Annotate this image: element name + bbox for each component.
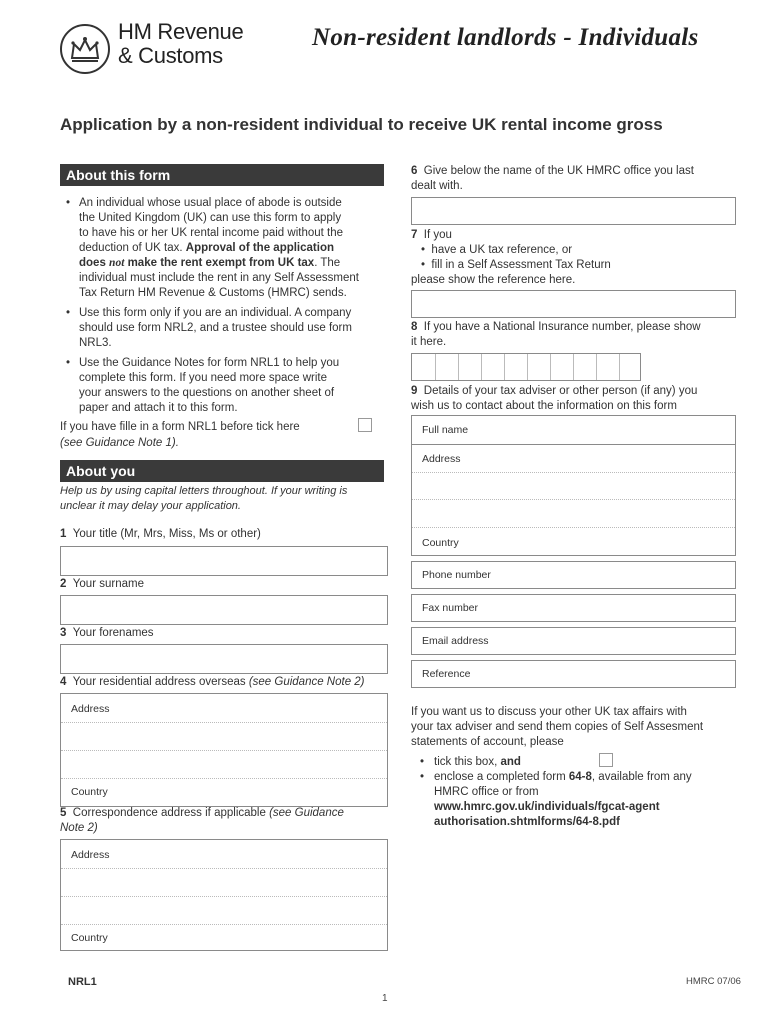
bullet-item-2	[66, 306, 386, 351]
previous-nrl1-label: If you have fille in a form NRL1 before tick here	[60, 421, 300, 433]
tick-box-item	[420, 755, 750, 770]
q6-text: dealt with.	[411, 180, 463, 192]
discuss-line: statements of account, please	[411, 736, 564, 748]
country-label: Country	[422, 537, 459, 549]
q2-text: Your surname	[72, 578, 144, 590]
ni-cell-divider	[504, 354, 505, 380]
q9-number: 9	[411, 385, 418, 397]
q7-text: please show the reference here.	[411, 274, 576, 286]
adviser-full-name-input[interactable]	[411, 415, 736, 445]
forenames-input[interactable]	[60, 644, 388, 674]
bullet3-line: Use the Guidance Notes for form NRL1 to help you	[79, 357, 340, 369]
address-label: Address	[71, 849, 110, 861]
bullet-dot: •	[421, 259, 426, 271]
bullet1-text: . The	[314, 257, 341, 269]
ni-number-input[interactable]	[411, 353, 641, 381]
bullet1-line: An individual whose usual place of abode is outside	[79, 197, 342, 209]
about-form-bullets	[66, 196, 386, 416]
logo-line-1: HM Revenue	[118, 19, 244, 44]
bullet2-line: NRL3.	[79, 337, 112, 349]
bullet-item-3	[66, 356, 386, 416]
bullet1-line: to have his or her UK rental income paid without the	[79, 227, 344, 239]
q8-number: 8	[411, 321, 418, 333]
about-you-heading: About you	[60, 460, 384, 482]
adviser-authorisation-checkbox[interactable]	[599, 753, 613, 767]
guidance-note-1: (see Guidance Note 1).	[60, 437, 179, 449]
enclose-form: 64-8	[568, 771, 592, 783]
q1-label	[60, 527, 261, 542]
q3-label	[60, 626, 154, 641]
q4-number: 4	[60, 676, 67, 688]
page-number: 1	[382, 993, 388, 1004]
hmrc-office-input[interactable]	[411, 197, 736, 225]
bullet-dot: •	[66, 357, 71, 369]
tick-box-text: tick this box,	[434, 756, 501, 768]
q2-number: 2	[60, 578, 67, 590]
discuss-paragraph	[411, 705, 756, 750]
field-divider	[61, 896, 387, 897]
q6-number: 6	[411, 165, 418, 177]
q5-text: Correspondence address if applicable	[72, 807, 270, 819]
form-code: NRL1	[68, 976, 97, 988]
q7-bullet: fill in a Self Assessment Tax Return	[431, 259, 611, 271]
previous-nrl1-checkbox[interactable]	[358, 418, 372, 432]
q4-label	[60, 675, 365, 690]
q5-label	[60, 806, 344, 836]
bullet1-line: Tax Return HM Revenue & Customs (HMRC) sends.	[79, 287, 347, 299]
country-label: Country	[71, 932, 108, 944]
email-label: Email address	[422, 635, 489, 647]
q9-label	[411, 384, 751, 414]
q3-number: 3	[60, 627, 67, 639]
fax-label: Fax number	[422, 602, 479, 614]
enclose-item	[420, 770, 750, 830]
country-label: Country	[71, 786, 108, 798]
ni-cell-divider	[458, 354, 459, 380]
form-version: HMRC 07/06	[686, 976, 741, 987]
correspondence-address-input[interactable]	[60, 839, 388, 951]
ni-cell-divider	[527, 354, 528, 380]
field-divider	[412, 527, 735, 528]
discuss-line: your tax adviser and send them copies of Self Assesment	[411, 721, 704, 733]
adviser-phone-input[interactable]	[411, 561, 736, 589]
help-line: unclear it may delay your application.	[60, 500, 241, 512]
ni-cell-divider	[435, 354, 436, 380]
q7-label	[411, 228, 741, 288]
capital-letters-help	[60, 484, 347, 514]
q7-text: If you	[423, 229, 452, 241]
bullet1-text: deduction of UK tax.	[79, 242, 186, 254]
bullet-item-1	[66, 196, 386, 301]
tax-reference-input[interactable]	[411, 290, 736, 318]
bullet3-line: your answers to the questions on another sheet of	[79, 387, 335, 399]
enclose-text: , available from any	[591, 771, 692, 783]
bullet2-line: Use this form only if you are an individual. A company	[79, 307, 352, 319]
about-this-form-heading: About this form	[60, 164, 384, 186]
bullet-dot: •	[421, 244, 426, 256]
logo-line-2: & Customs	[118, 43, 223, 68]
ni-cell-divider	[596, 354, 597, 380]
bullet1-line	[79, 241, 386, 256]
enclose-text: enclose a completed form	[434, 771, 569, 783]
residential-address-input[interactable]	[60, 693, 388, 807]
adviser-address-input[interactable]	[411, 444, 736, 556]
full-name-label: Full name	[422, 424, 469, 436]
ni-cell-divider	[573, 354, 574, 380]
bullet3-line: complete this form. If you need more space write	[79, 372, 327, 384]
bullet1-line	[79, 256, 386, 271]
q9-text: wish us to contact about the information on this form	[411, 400, 677, 412]
q1-text: Your title (Mr, Mrs, Miss, Ms or other)	[72, 528, 261, 540]
field-divider	[61, 868, 387, 869]
reference-label: Reference	[422, 668, 471, 680]
help-line: Help us by using capital letters throughout. If your writing is	[60, 485, 348, 497]
hmrc-crest-icon	[60, 24, 110, 74]
bullet-dot: •	[420, 756, 425, 768]
q5-note: Note 2)	[60, 822, 98, 834]
q5-note: (see Guidance	[269, 807, 344, 819]
bullet1-line: individual must include the rent in any Self Assessment	[79, 272, 359, 284]
q4-text: Your residential address overseas	[72, 676, 249, 688]
phone-label: Phone number	[422, 569, 491, 581]
bullet-dot: •	[66, 197, 71, 209]
bullet1-not: not	[109, 257, 125, 269]
q3-text: Your forenames	[72, 627, 154, 639]
form-subtitle: Application by a non-resident individual to receive UK rental income gross	[60, 115, 663, 134]
bullet-dot: •	[420, 771, 425, 783]
form-64-8-link[interactable]: www.hmrc.gov.uk/individuals/fgcat-agent	[434, 801, 660, 813]
q8-label	[411, 320, 741, 350]
bullet1-bold: Approval of the application	[185, 242, 334, 254]
q8-text: If you have a National Insurance number, please show	[423, 321, 701, 333]
form-title: Non-resident landlords - Individuals	[312, 24, 699, 51]
q7-bullet: have a UK tax reference, or	[431, 244, 573, 256]
q2-label	[60, 577, 144, 592]
adviser-reference-input[interactable]	[411, 660, 736, 688]
enclose-text: HMRC office or from	[434, 786, 539, 798]
q6-label	[411, 164, 741, 194]
adviser-fax-input[interactable]	[411, 594, 736, 622]
address-label: Address	[422, 453, 461, 465]
bullet1-bold: does	[79, 257, 110, 269]
field-divider	[412, 472, 735, 473]
bullet-dot: •	[66, 307, 71, 319]
q4-note: (see Guidance Note 2)	[248, 676, 365, 688]
bullet1-bold: make the rent exempt from UK tax	[124, 257, 315, 269]
field-divider	[61, 750, 387, 751]
ni-cell-divider	[619, 354, 620, 380]
surname-input[interactable]	[60, 595, 388, 625]
bullet3-line: paper and attach it to this form.	[79, 402, 238, 414]
q6-text: Give below the name of the UK HMRC office you last	[423, 165, 694, 177]
address-label: Address	[71, 703, 110, 715]
q9-text: Details of your tax adviser or other person (if any) you	[423, 385, 698, 397]
discuss-line: If you want us to discuss your other UK tax affairs with	[411, 706, 687, 718]
q7-number: 7	[411, 229, 418, 241]
discuss-bullets	[420, 755, 750, 830]
q8-text: it here.	[411, 336, 447, 348]
q5-number: 5	[60, 807, 67, 819]
field-divider	[412, 499, 735, 500]
ni-cell-divider	[550, 354, 551, 380]
ni-cell-divider	[481, 354, 482, 380]
q1-number: 1	[60, 528, 67, 540]
bullet1-line: the United Kingdom (UK) can use this form to apply	[79, 212, 342, 224]
adviser-email-input[interactable]	[411, 627, 736, 655]
title-input[interactable]	[60, 546, 388, 576]
field-divider	[61, 722, 387, 723]
tick-box-and: and	[500, 756, 521, 768]
bullet2-line: should use form NRL2, and a trustee should use form	[79, 322, 352, 334]
form-64-8-link[interactable]: authorisation.shtmlforms/64-8.pdf	[434, 816, 620, 828]
hmrc-logo-text	[118, 20, 243, 68]
